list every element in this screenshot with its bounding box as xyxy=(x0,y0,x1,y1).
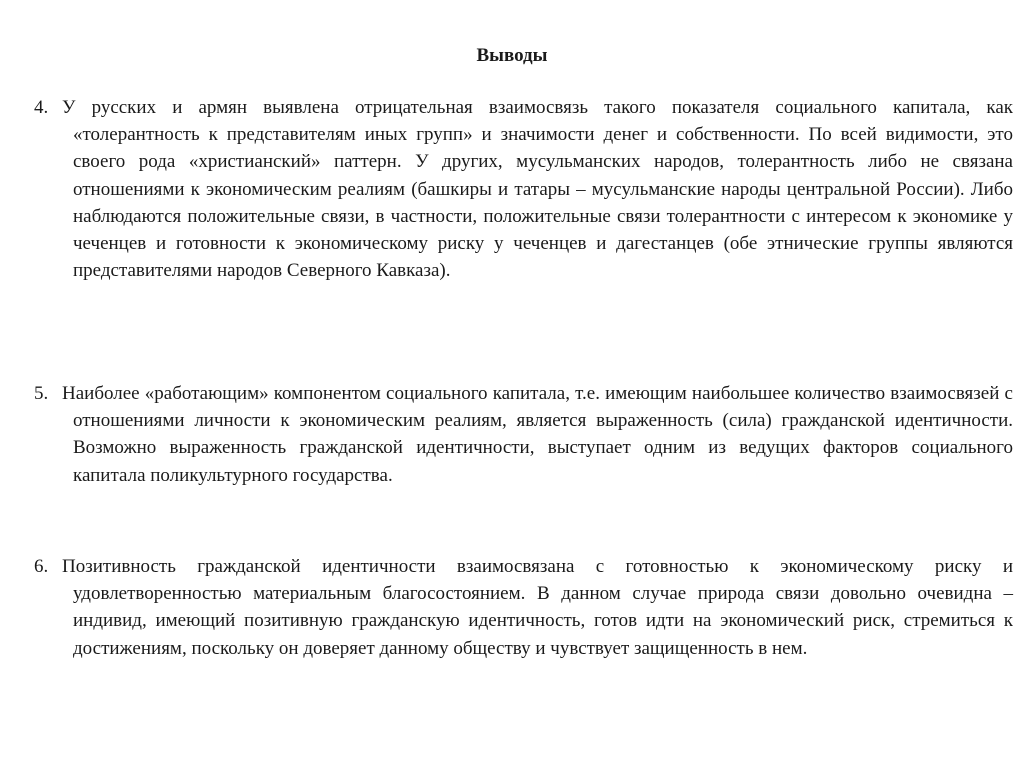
slide-title: Выводы xyxy=(476,45,548,66)
conclusion-item-4 xyxy=(34,94,1013,284)
item-number: 5. xyxy=(34,383,49,404)
item-text: Наиболее «работающим» компонентом социального капитала, т.е. имеющим наибольшее количество взаимосвязей с отношениями личности к экономическим реалиям, является выраженность (сила) гражданской идентичности. Возможно выраженность гражданской идентичности, выступает одним из ведущих факторов социального капитала поликультурного государства. xyxy=(62,383,1013,486)
item-number: 4. xyxy=(34,97,49,118)
conclusion-item-5 xyxy=(34,380,1013,489)
item-text: Позитивность гражданской идентичности взаимосвязана с готовностью к экономическому риску и удовлетворенностью материальным благосостоянием. В данном случае природа связи довольно очевидна – индивид, имеющий позитивную гражданскую идентичность, готов идти на экономический риск, стремиться к достижениям, поскольку он доверяет данному обществу и чувствует защищенность в нем. xyxy=(62,556,1013,659)
item-number: 6. xyxy=(34,556,49,577)
item-text: У русских и армян выявлена отрицательная взаимосвязь такого показателя социального капитала, как «толерантность к представителям иных групп» и значимости денег и собственности. По всей видимости, это своего рода «христианский» паттерн. У других, мусульманских народов, толерантность либо не связана отношениями к экономическим реалиям (башкиры и татары – мусульманские народы центральной России). Либо наблюдаются положительные связи, в частности, положительные связи толерантности с интересом к экономике у чеченцев и готовности к экономическому риску у чеченцев и дагестанцев (обе этнические группы являются представителями народов Северного Кавказа). xyxy=(62,97,1013,282)
conclusion-item-6 xyxy=(34,553,1013,662)
